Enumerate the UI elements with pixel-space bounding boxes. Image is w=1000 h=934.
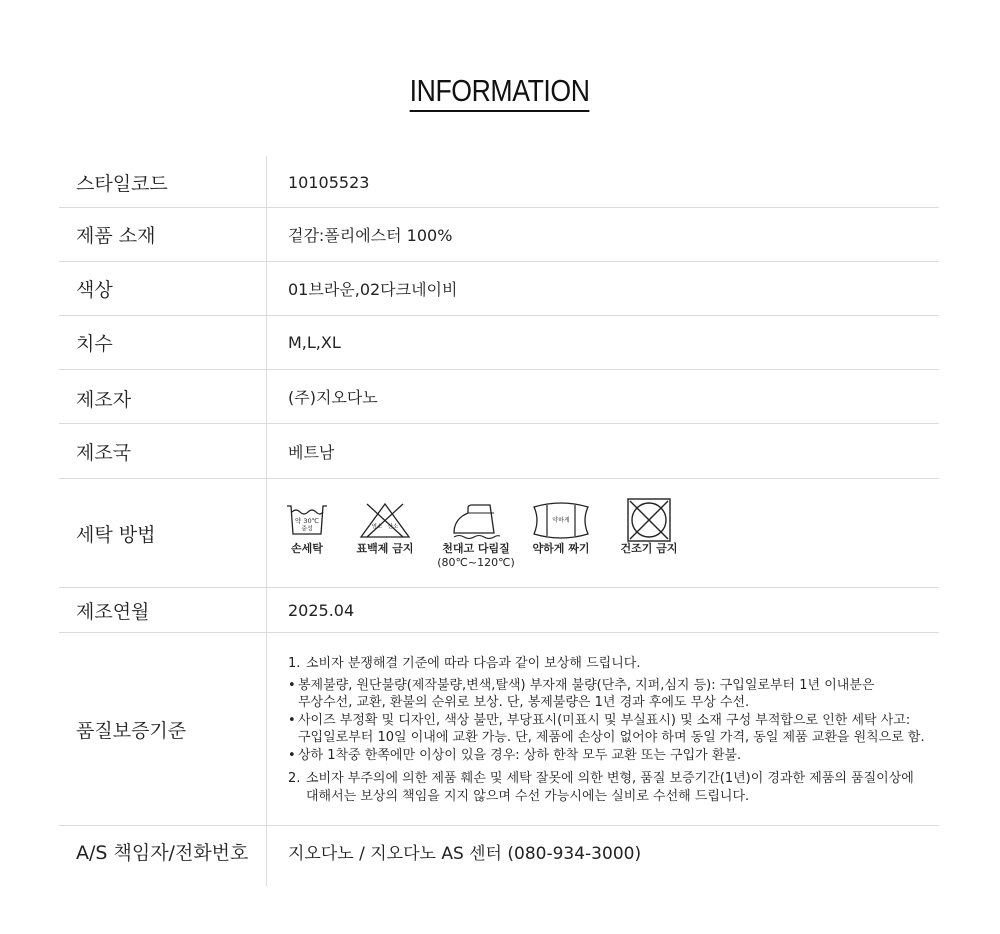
table-row-wash xyxy=(59,479,939,588)
table-row-country xyxy=(59,424,939,479)
hand-wash-30-icon xyxy=(285,501,329,539)
hand-wash-neutral-text: 중성 xyxy=(301,525,313,532)
care-no-bleach xyxy=(354,501,416,556)
country-label: 제조국 xyxy=(59,424,267,478)
hand-wash-temp-text: 약 30℃ xyxy=(295,516,319,525)
wash-label: 세탁 방법 xyxy=(59,479,267,587)
care-no-dry xyxy=(616,501,682,556)
as-label: A/S 책임자/전화번호 xyxy=(59,826,267,886)
care-iron xyxy=(436,501,516,570)
country-value: 베트남 xyxy=(288,442,335,462)
table-row-size xyxy=(59,316,939,370)
wash-value xyxy=(267,479,939,587)
iron-temp-caption: (80℃~120℃) xyxy=(437,555,515,569)
table-row-style-code xyxy=(59,156,939,208)
warranty-item-2-line-1: 소비자 부주의에 의한 제품 훼손 및 세탁 잘못에 의한 변형, 품질 보증기간(1년)이 경과한 제품의 품질이상에 xyxy=(306,771,914,786)
hand-wash-caption: 손세탁 xyxy=(291,541,323,555)
material-label: 제품 소재 xyxy=(59,208,267,261)
no-dry-caption: 건조기 금지 xyxy=(620,541,678,555)
page-title-text: INFORMATION xyxy=(410,72,590,112)
warranty-item-1-text: 소비자 분쟁해결 기준에 따라 다음과 같이 보상해 드립니다. xyxy=(306,656,641,671)
care-icons xyxy=(288,497,682,570)
color-label: 색상 xyxy=(59,262,267,315)
style-code-value: 10105523 xyxy=(288,173,370,192)
table-row-date xyxy=(59,588,939,633)
table-row-maker xyxy=(59,370,939,424)
warranty-bullet-2-line-2: 구입일로부터 10일 이내에 교환 가능. 단, 제품에 손상이 없어야 하며 동일 가격, 동일 제품 교환을 원칙으로 함. xyxy=(298,730,925,745)
care-wring xyxy=(528,501,594,556)
date-label: 제조연월 xyxy=(59,588,267,632)
bullet-3-mark: • xyxy=(288,747,296,763)
warranty-item-2-line-2: 대해서는 보상의 책임을 지지 않으며 수선 가능시에는 실비로 수선해 드립니다. xyxy=(306,788,750,804)
size-label: 치수 xyxy=(59,316,267,369)
gentle-wring-icon xyxy=(531,501,591,539)
care-hand-wash xyxy=(282,501,332,556)
iron-caption: 천대고 다림질 xyxy=(442,541,510,555)
warranty-bullet-1-line-1: 봉제불량, 원단불량(제작불량,변색,탈색) 부자재 불량(단추, 지퍼,심지 등): 구입일로부터 1년 이내분은 xyxy=(298,677,875,693)
warranty-item-1-num: 1. xyxy=(288,656,301,671)
table-row-material xyxy=(59,208,939,262)
maker-label: 제조자 xyxy=(59,370,267,423)
wring-inner-text: 약하게 xyxy=(552,516,570,524)
no-bleach-icon xyxy=(359,501,411,539)
warranty-item-1 xyxy=(288,655,925,673)
warranty-item-2 xyxy=(288,770,925,788)
warranty-bullet-1-line-2: 무상수선, 교환, 환불의 순위로 보상. 단, 봉제불량은 1년 경과 후에도 무상 수선. xyxy=(298,695,750,710)
no-bleach-oxygen-text: 산소 xyxy=(387,523,399,530)
bullet-1-mark: • xyxy=(288,677,296,693)
no-bleach-caption: 표백제 금지 xyxy=(356,541,414,555)
warranty-bullet-2-line-1: 사이즈 부정확 및 디자인, 색상 불만, 부당표시(미표시 및 부실표시) 및 소재 구성 부적합으로 인한 세탁 사고: xyxy=(298,712,911,728)
table-row-warranty xyxy=(59,633,939,826)
warranty-value xyxy=(267,633,939,825)
warranty-item-2-num: 2. xyxy=(288,771,301,786)
info-table xyxy=(59,156,939,886)
iron-low-icon xyxy=(450,501,502,539)
color-value: 01브라운,02다크네이비 xyxy=(288,280,458,299)
size-value: M,L,XL xyxy=(288,333,341,352)
no-tumble-dry-icon xyxy=(626,497,672,543)
wring-caption: 약하게 짜기 xyxy=(532,541,590,555)
table-row-color xyxy=(59,262,939,316)
warranty-bullet-3 xyxy=(288,747,925,765)
warranty-text xyxy=(288,653,925,805)
no-bleach-chlorine-text: 염소 xyxy=(371,523,383,530)
as-value: 지오다노 / 지오다노 AS 센터 (080-934-3000) xyxy=(288,843,642,864)
date-value: 2025.04 xyxy=(288,600,355,620)
style-code-label: 스타일코드 xyxy=(59,156,267,207)
bullet-2-mark: • xyxy=(288,712,296,728)
warranty-bullet-3-line-1: 상하 1착중 한쪽에만 이상이 있을 경우: 상하 한착 모두 교환 또는 구입가 환불. xyxy=(298,747,742,763)
material-value: 겉감:폴리에스터 100% xyxy=(288,226,453,245)
warranty-bullet-1 xyxy=(288,677,925,695)
warranty-label: 품질보증기준 xyxy=(59,633,267,825)
warranty-bullet-2 xyxy=(288,712,925,730)
maker-value: (주)지오다노 xyxy=(288,388,378,407)
page-title xyxy=(0,72,1000,112)
table-row-as xyxy=(59,826,939,886)
